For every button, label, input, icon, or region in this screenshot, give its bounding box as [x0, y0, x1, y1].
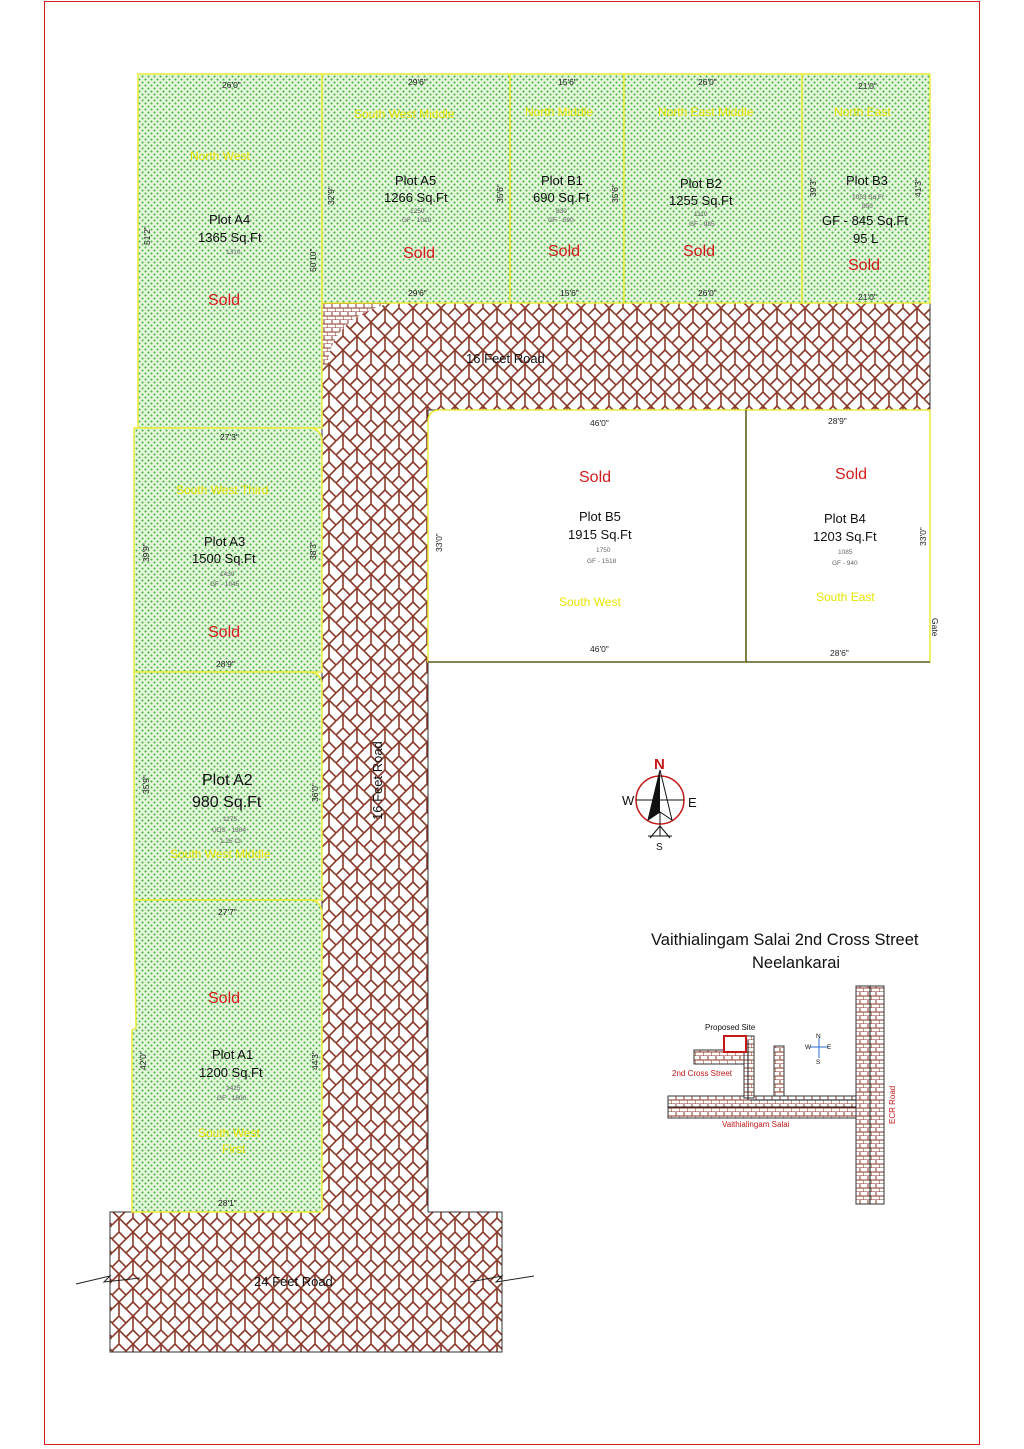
dim-label: 21'0" [858, 81, 877, 91]
plot-note: GF - 940 [832, 560, 858, 567]
plot-a2[interactable] [134, 672, 322, 900]
facing-label: North West [190, 149, 250, 163]
plot-note: GF - 1010 [402, 217, 432, 224]
dim-label: 39'3" [808, 178, 818, 197]
dim-label: 28'9" [216, 659, 235, 669]
dim-label: 26'0" [698, 288, 717, 298]
keymap-main-road: Vaithialingam Salai [722, 1120, 790, 1129]
facing-label: South West [559, 595, 621, 609]
plot-note: 1175 [223, 816, 237, 823]
plot-note: 1425 [226, 1085, 241, 1092]
facing-label: South West Third [176, 483, 269, 497]
keymap-n: N [816, 1033, 821, 1040]
plot-name: Plot A2 [202, 772, 253, 789]
dim-label: 27'3" [220, 432, 239, 442]
dim-label: 29'6" [408, 288, 427, 298]
dim-label: 33'0" [918, 527, 928, 546]
dim-label: 26'0" [698, 77, 717, 87]
dim-label: 33'0" [434, 533, 444, 552]
plot-note: 830 [556, 208, 567, 215]
plot-note: UDS - 1304 [212, 827, 246, 834]
plot-note: 1310 [226, 249, 241, 256]
proposed-site-marker [724, 1036, 746, 1052]
plot-price: 95 L [853, 231, 879, 246]
dim-label: 50'10" [308, 248, 318, 272]
plot-area: 1365 Sq.Ft [198, 230, 262, 245]
plot-note: 1750 [596, 547, 611, 554]
road-label-bottom: 24 Feet Road [254, 1274, 333, 1289]
dim-label: 38'3" [308, 541, 318, 560]
plot-note: 1053 Sq.Ft [852, 194, 884, 201]
dim-label: 46'0" [590, 644, 609, 654]
facing-label: South West Middle [170, 847, 271, 861]
plot-b2[interactable] [624, 74, 802, 303]
dim-label: 44'3" [310, 1051, 320, 1070]
plot-name: Plot A1 [212, 1047, 254, 1062]
keymap-w: W [805, 1044, 812, 1051]
gate-label: Gate [930, 618, 940, 637]
compass-icon [622, 756, 697, 853]
compass-n: N [654, 756, 665, 773]
plot-area: 1915 Sq.Ft [568, 527, 632, 542]
dim-label: 32'9" [326, 186, 336, 205]
dim-label: 36'0" [310, 783, 320, 802]
road-label-vertical: 16 Feet Road [370, 741, 385, 820]
dim-label: 21'0" [858, 292, 877, 302]
location-line-1: Vaithialingam Salai 2nd Cross Street [651, 931, 919, 949]
sold-label: Sold [208, 624, 241, 641]
sold-label: Sold [403, 245, 436, 262]
compass-w: W [622, 793, 635, 808]
facing-label: First [222, 1142, 246, 1156]
dim-label: 35'9" [141, 775, 151, 794]
keymap-compass-icon [805, 1033, 832, 1066]
sold-label: Sold [548, 243, 581, 260]
keymap-ecr-road: ECR Road [888, 1085, 897, 1124]
facing-label: South West [198, 1126, 260, 1140]
dim-label: 26'0" [222, 80, 241, 90]
dim-label: 28'9" [828, 416, 847, 426]
facing-label: South East [816, 590, 875, 604]
plot-area: 690 Sq.Ft [533, 190, 590, 205]
key-map [668, 986, 897, 1204]
facing-label: North Middle [525, 105, 594, 119]
plot-name: Plot A3 [204, 534, 246, 549]
facing-label: South West Middle [354, 107, 455, 121]
plot-note: GF - 1800 [217, 1095, 247, 1102]
plot-note: GF - 590 [548, 217, 574, 224]
sold-label: Sold [835, 466, 868, 483]
dim-label: 29'6" [408, 77, 427, 87]
plot-note: GF - 1045 [210, 581, 240, 588]
plot-note: 850 [862, 203, 873, 210]
plot-area: 1203 Sq.Ft [813, 529, 877, 544]
dim-label: 15'6" [560, 288, 579, 298]
keymap-s: S [816, 1059, 821, 1066]
plot-name: Plot A4 [209, 212, 251, 227]
plot-area: 1200 Sq.Ft [199, 1065, 263, 1080]
plot-area: GF - 845 Sq.Ft [822, 213, 908, 228]
plot-b4[interactable] [746, 410, 940, 662]
facing-label: North East Middle [658, 105, 754, 119]
plot-name: Plot B3 [846, 173, 888, 188]
plot-name: Plot B5 [579, 509, 621, 524]
keymap-proposed-site: Proposed Site [705, 1023, 756, 1032]
plot-a5[interactable] [322, 74, 510, 303]
plot-note: 1250 [410, 208, 425, 215]
dim-label: 15'6" [558, 77, 577, 87]
dim-label: 27'7" [218, 907, 237, 917]
plot-note: 1110 [694, 211, 708, 218]
sold-label: Sold [683, 243, 716, 260]
dim-label: 28'6" [830, 648, 849, 658]
dim-label: 35'6" [495, 184, 505, 203]
plot-note: 1.25 Cr [220, 838, 242, 845]
sold-label: Sold [208, 990, 241, 1007]
plot-name: Plot A5 [395, 173, 437, 188]
plot-a4[interactable] [138, 74, 322, 428]
dim-label: 42'0" [138, 1051, 148, 1070]
road-label-top: 16 Feet Road [466, 351, 545, 366]
plot-area: 1500 Sq.Ft [192, 551, 256, 566]
location-line-2: Neelankarai [752, 954, 841, 972]
plot-note: GF - 1518 [587, 558, 617, 565]
sold-label: Sold [579, 469, 612, 486]
plot-area: 1266 Sq.Ft [384, 190, 448, 205]
dim-label: 28'1" [218, 1198, 237, 1208]
plot-area: 980 Sq.Ft [192, 794, 262, 811]
compass-e: E [688, 795, 697, 810]
plot-b5[interactable] [428, 410, 746, 662]
plot-name: Plot B4 [824, 511, 866, 526]
sold-label: Sold [848, 257, 881, 274]
plot-note: 1085 [838, 549, 853, 556]
plot-name: Plot B1 [541, 173, 583, 188]
dim-label: 46'0" [590, 418, 609, 428]
dim-label: 35'6" [610, 184, 620, 203]
plot-a1[interactable] [132, 900, 322, 1212]
keymap-cross-street: 2nd Cross Street [672, 1069, 733, 1078]
keymap-e: E [827, 1044, 832, 1051]
plot-b1[interactable] [495, 74, 624, 303]
plot-name: Plot B2 [680, 176, 722, 191]
plot-b3[interactable] [802, 74, 930, 303]
compass-s: S [656, 842, 663, 853]
plot-area: 1255 Sq.Ft [669, 193, 733, 208]
facing-label: North East [834, 105, 891, 119]
dim-label: 41'3" [913, 178, 923, 197]
dim-label: 51'2" [142, 226, 152, 245]
plot-note: GF - 985 [689, 221, 715, 228]
sold-label: Sold [208, 292, 241, 309]
plot-note: 1430 [220, 571, 235, 578]
dim-label: 39'9" [141, 543, 151, 562]
plot-a3[interactable] [134, 428, 322, 672]
